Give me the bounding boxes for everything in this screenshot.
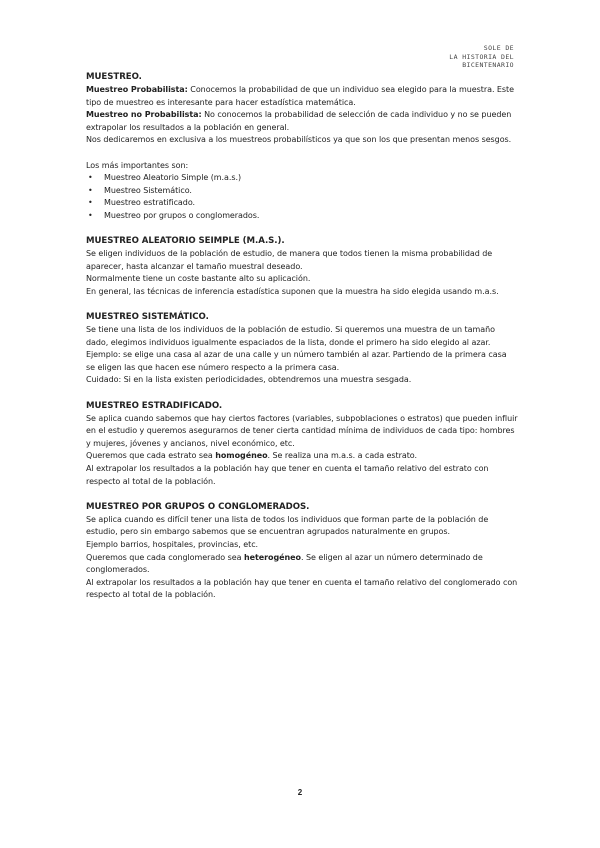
watermark-line-2: LA HISTORIA DEL [449,52,514,61]
paragraph: Al extrapolar los resultados a la población hay que tener en cuenta el tamaño relativo del estrato con respecto al total de la población. [86,464,489,486]
paragraph: Cuidado: Si en la lista existen periodicidades, obtendremos una muestra sesgada. [86,375,412,385]
paragraph: Se tiene una lista de los individuos de la población de estudio. Si queremos una muestra de un tamaño dado, elegimos individuos igualmente espaciados de la lista, donde el primero ha sido elegido al azar. [86,325,495,347]
sampling-types-list [86,172,518,222]
section-conglomerados [86,501,518,602]
text-segment: Queremos que cada conglomerado sea [86,552,244,562]
list-item: • Muestreo Sistemático. [86,185,518,198]
paragraph [86,450,518,463]
section-title: MUESTREO ESTRADIFICADO. [86,400,223,411]
paragraph-exclusive: Nos dedicaremos en exclusiva a los muestreos probabilísticos ya que son los que presentan menos sesgos. [86,135,512,145]
paragraph: Se aplica cuando sabemos que hay ciertos factores (variables, subpoblaciones o estratos) que pueden influir en el estudio y queremos asegurarnos de tener cierta cantidad mínima de individuos de cada tipo: hombres y mujeres, jóvenes y ancianos, nivel económico, etc. [86,413,518,448]
paragraph: Normalmente tiene un coste bastante alto su aplicación. [86,274,311,284]
paragraph-probabilista [86,84,518,109]
watermark-line-1: SOLE DE [483,44,514,52]
list-item: • Muestreo por grupos o conglomerados. [86,210,518,223]
section-title: MUESTREO ALEATORIO SEIMPLE (M.A.S.). [86,236,285,247]
paragraph: Ejemplo: se elige una casa al azar de una calle y un número también al azar. Partiendo de la primera casa se eligen las que hacen ese número respecto a la primera casa. [86,350,507,372]
list-item: • Muestreo Aleatorio Simple (m.a.s.) [86,172,518,185]
paragraph: Se eligen individuos de la población de estudio, de manera que todos tienen la misma probabilidad de aparecer, hasta alcanzar el tamaño muestral deseado. [86,249,493,271]
section-title: MUESTREO POR GRUPOS O CONGLOMERADOS. [86,501,310,512]
watermark-line-3: BICENTENARIO [462,61,514,69]
definition-probabilista: Conocemos la probabilidad de que un individuo sea elegido para la muestra. Este tipo de muestreo es interesante para hacer estadística matemática. [86,85,515,107]
paragraph: Ejemplo barrios, hospitales, provincias, etc. [86,540,259,549]
paragraph-no-probabilista [86,109,518,134]
text-segment: . Se eligen al azar un número determinado de conglomerados. [86,552,483,575]
page-number: 2 [297,788,303,797]
paragraph: Se aplica cuando es difícil tener una lista de todos los individuos que forman parte de la población de estudio, pero sin embargo sabemos que se encuentran agrupados naturalmente en grupos. [86,514,489,537]
paragraph: En general, las técnicas de inferencia estadística suponen que la muestra ha sido elegida usando m.a.s. [86,286,499,296]
document-body [86,71,518,602]
text-segment: . Se realiza una m.a.s. a cada estrato. [267,451,417,461]
section-title: MUESTREO. [86,72,142,82]
section-muestreo [86,71,518,223]
emphasis-heterogeneo: heterogéneo [243,552,301,562]
list-item: • Muestreo estratificado. [86,197,518,210]
list-intro: Los más importantes son: [86,160,189,170]
paragraph: Al extrapolar los resultados a la población hay que tener en cuenta el tamaño relativo del conglomerado con respecto al total de la población. [86,577,518,600]
text-segment: Queremos que cada estrato sea [86,451,216,461]
watermark-logo [449,44,514,70]
term-probabilista: Muestreo Probabilista: [86,85,188,94]
term-no-probabilista: Muestreo no Probabilista: [86,110,202,120]
paragraph [86,552,518,577]
section-sistematico [86,311,518,387]
definition-no-probabilista: No conocemos la probabilidad de selección de cada individuo y no se pueden extrapolar los resultados a la población en general. [86,110,512,132]
section-title: MUESTREO SISTEMÁTICO. [86,312,209,323]
section-estratificado [86,400,518,489]
emphasis-homogeneo: homogéneo [215,451,268,461]
section-mas [86,235,518,298]
